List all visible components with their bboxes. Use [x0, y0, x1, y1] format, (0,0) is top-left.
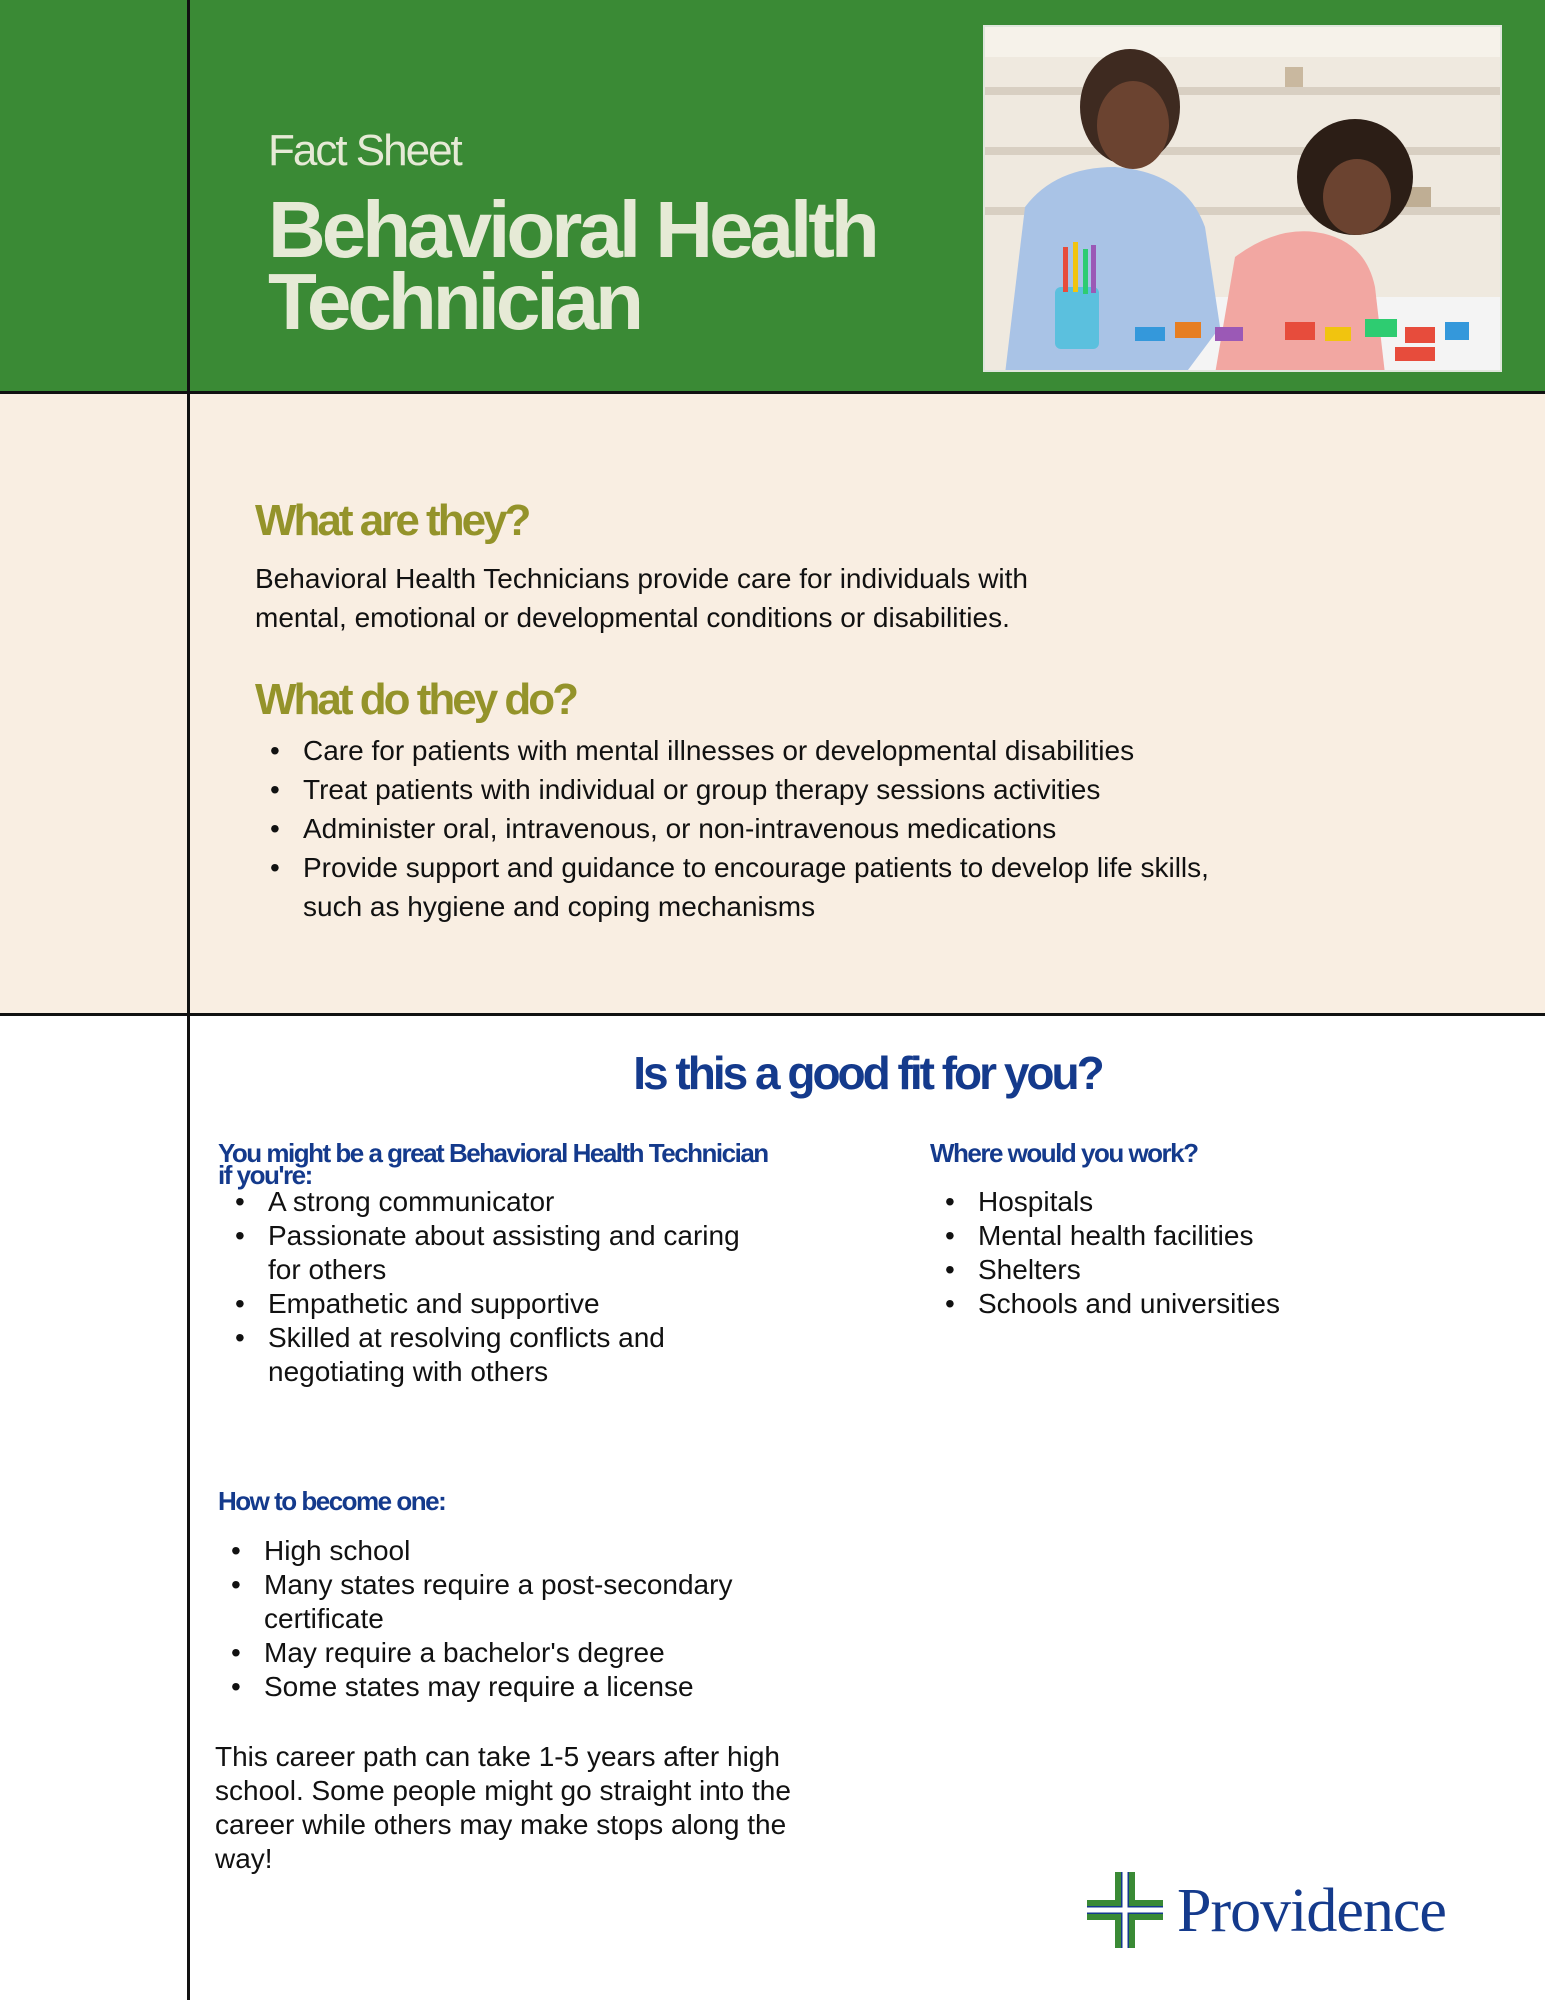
list-item: • High school [216, 1534, 816, 1568]
list-item: • Administer oral, intravenous, or non-intravenous medications [255, 809, 1215, 848]
list-item: • May require a bachelor's degree [216, 1636, 816, 1670]
providence-cross-icon [1085, 1870, 1165, 1950]
become-heading: How to become one: [218, 1486, 446, 1516]
list-item: • Treat patients with individual or group therapy sessions activities [255, 770, 1215, 809]
list-item: • Passionate about assisting and caring for others [220, 1219, 740, 1287]
what-are-they-text [255, 559, 1205, 637]
great-fit-heading-line-1: You might be a great Behavioral Health Technician [218, 1138, 768, 1168]
what-do-they-do-heading: What do they do? [255, 675, 577, 724]
duties-list [255, 731, 1215, 926]
list-item: • Schools and universities [930, 1287, 1430, 1321]
fit-heading: Is this a good fit for you? [633, 1047, 1102, 1099]
list-item: • Many states require a post-secondary certificate [216, 1568, 816, 1636]
list-item: • Empathetic and supportive [220, 1287, 740, 1321]
page-title: Behavioral Health Technician [268, 185, 876, 346]
what-are-they-heading: What are they? [255, 496, 529, 545]
list-item: • Hospitals [930, 1185, 1430, 1219]
what-are-they-line-2: mental, emotional or developmental conditions or disabilities. [255, 602, 1010, 633]
eyebrow-label: Fact Sheet [268, 126, 461, 175]
career-path-text: This career path can take 1-5 years after high school. Some people might go straight into the career while others may make stops along the way! [215, 1741, 791, 1874]
divider-middle [0, 1013, 1545, 1016]
work-heading: Where would you work? [930, 1138, 1198, 1168]
great-fit-heading [218, 1138, 858, 1190]
list-item: • Care for patients with mental illnesses or developmental disabilities [255, 731, 1145, 770]
logo-wordmark: Providence [1177, 1877, 1446, 1945]
great-fit-heading-line-2: if you're: [218, 1160, 312, 1190]
list-item: • Skilled at resolving conflicts and negotiating with others [220, 1321, 740, 1389]
work-list [930, 1185, 1430, 1321]
list-item: • Some states may require a license [216, 1670, 816, 1704]
list-item: • Provide support and guidance to encourage patients to develop life skills, such as hygiene and coping mechanisms [255, 848, 1215, 926]
divider-vertical [187, 0, 190, 2000]
providence-logo [1085, 1870, 1485, 1950]
header-photo [983, 25, 1502, 372]
list-item: • Shelters [930, 1253, 1430, 1287]
list-item: • A strong communicator [220, 1185, 740, 1219]
great-fit-list [220, 1185, 740, 1389]
what-are-they-line-1: Behavioral Health Technicians provide care for individuals with [255, 563, 1029, 594]
photo-illustration [985, 27, 1502, 372]
become-list [216, 1534, 816, 1704]
divider-top [0, 391, 1545, 394]
list-item: • Mental health facilities [930, 1219, 1430, 1253]
